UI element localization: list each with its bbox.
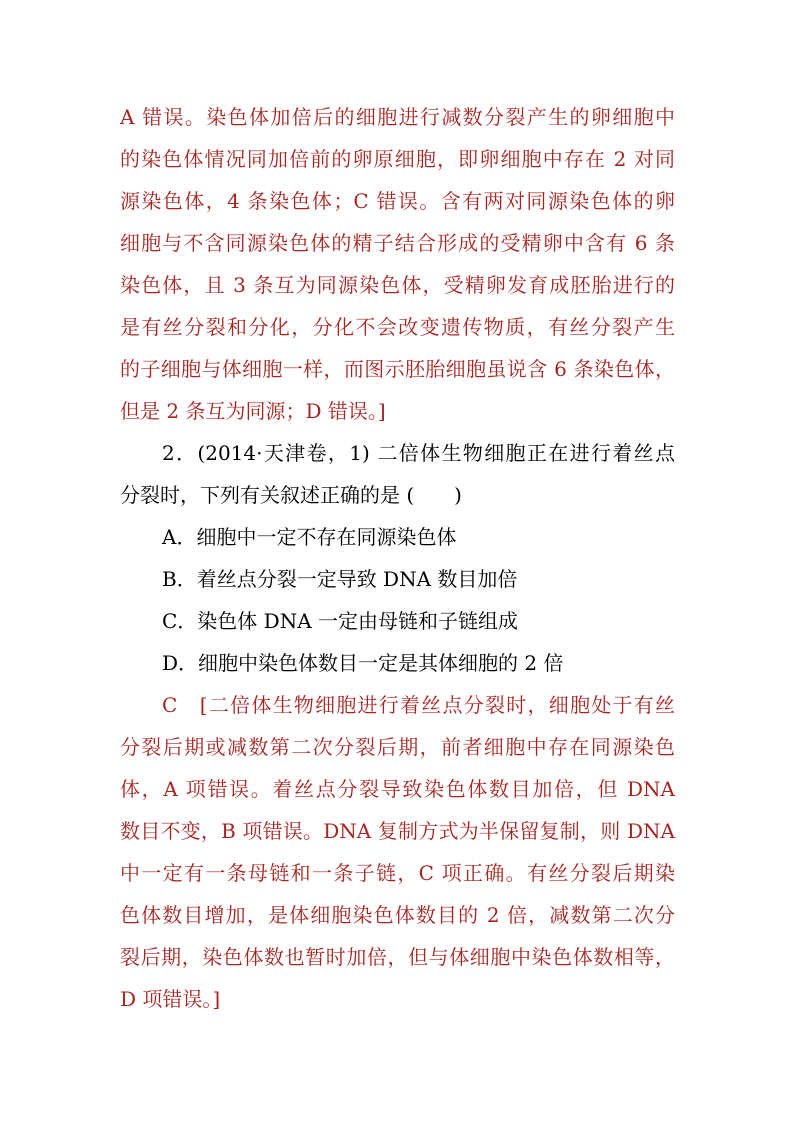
question-stem: 2．(2014·天津卷，1) 二倍体生物细胞正在进行着丝点 [162,441,675,465]
explanation-line: 的子细胞与体细胞一样，而图示胚胎细胞虽说含 6 条染色体， [120,357,675,381]
answer-line: 中一定有一条母链和一条子链，C 项正确。有丝分裂后期染 [120,861,675,885]
explanation-line: 细胞与不含同源染色体的精子结合形成的受精卵中含有 6 条 [120,231,675,255]
question-stem: 分裂时，下列有关叙述正确的是 ( ) [120,483,462,507]
explanation-line: 的染色体情况同加倍前的卵原细胞，即卵细胞中存在 2 对同 [120,147,675,171]
answer-line: 色体数目增加，是体细胞染色体数目的 2 倍，减数第二次分 [120,903,675,927]
explanation-line: 染色体，且 3 条互为同源染色体，受精卵发育成胚胎进行的 [120,273,675,297]
answer-line: 体，A 项错误。着丝点分裂导致染色体数目加倍，但 DNA [120,777,675,801]
explanation-line: 是有丝分裂和分化，分化不会改变遗传物质，有丝分裂产生 [120,315,675,339]
answer-line: 裂后期，染色体数也暂时加倍，但与体细胞中染色体数相等， [120,945,675,969]
answer-line: C [二倍体生物细胞进行着丝点分裂时，细胞处于有丝 [162,693,675,717]
answer-line: 数目不变，B 项错误。DNA 复制方式为半保留复制，则 DNA [120,819,675,843]
answer-line: D 项错误。] [120,987,221,1011]
answer-line: 分裂后期或减数第二次分裂后期，前者细胞中存在同源染色 [120,735,675,759]
explanation-line: 源染色体，4 条染色体；C 错误。含有两对同源染色体的卵 [120,189,675,213]
option-a: A．细胞中一定不存在同源染色体 [162,525,457,549]
option-b: B．着丝点分裂一定导致 DNA 数目加倍 [162,567,518,591]
explanation-line: A 错误。染色体加倍后的细胞进行减数分裂产生的卵细胞中 [120,105,675,129]
explanation-line: 但是 2 条互为同源；D 错误。] [120,399,386,423]
option-c: C．染色体 DNA 一定由母链和子链组成 [162,609,518,633]
option-d: D．细胞中染色体数目一定是其体细胞的 2 倍 [162,651,564,675]
